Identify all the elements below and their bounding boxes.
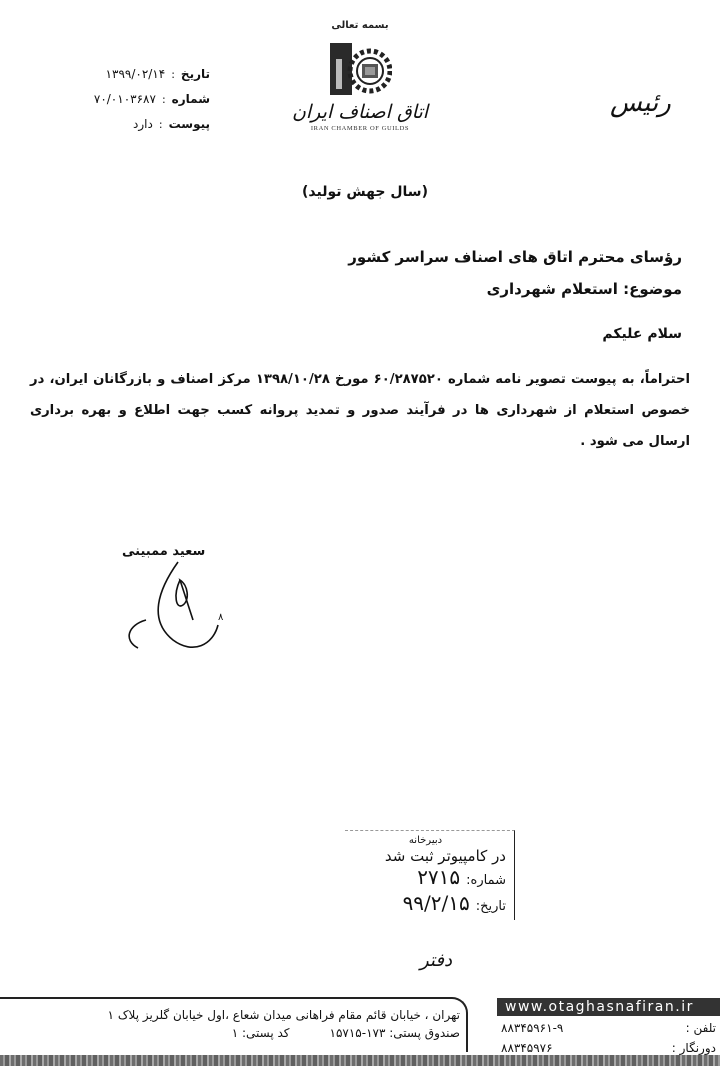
greeting: سلام علیکم bbox=[602, 326, 682, 342]
footer-postal-code: کد پستی: ۱ bbox=[231, 1026, 290, 1040]
footer-address-line: تهران ، خیابان قائم مقام فراهانی میدان شعاع ،اول خیابان گلریز پلاک ۱ bbox=[107, 1008, 460, 1022]
meta-separator: : bbox=[171, 68, 175, 81]
stamp-number-label: شماره: bbox=[466, 873, 506, 888]
meta-separator: : bbox=[158, 118, 163, 131]
handwritten-office-note: دفتر bbox=[420, 950, 452, 971]
meta-date-label: تاریخ bbox=[180, 67, 210, 81]
meta-separator: : bbox=[161, 93, 166, 106]
letter-meta bbox=[30, 62, 210, 137]
scan-noise-band bbox=[0, 1055, 720, 1066]
handwritten-recipient-note: رئیس bbox=[610, 88, 671, 118]
footer-fax-label: دورنگار : bbox=[671, 1041, 716, 1055]
basmala: بسمه تعالی bbox=[331, 20, 389, 31]
gear-emblem-icon bbox=[328, 41, 392, 97]
meta-number-row bbox=[30, 87, 210, 112]
meta-attachment-row bbox=[30, 112, 210, 137]
letterhead-logo bbox=[275, 20, 445, 132]
meta-attachment-value: دارد bbox=[133, 117, 153, 131]
stamp-registered-text: در کامپیوتر ثبت شد bbox=[384, 847, 506, 865]
footer-postal-row bbox=[10, 1024, 460, 1042]
stamp-number-row bbox=[345, 866, 506, 892]
addressee: رؤسای محترم اتاق های اصناف سراسر کشور bbox=[348, 248, 682, 266]
signature-scribble-icon bbox=[118, 560, 238, 660]
footer-address bbox=[10, 1006, 460, 1042]
meta-attachment-label: پیوست bbox=[168, 117, 210, 131]
footer-website: www.otaghasnafiran.ir bbox=[497, 998, 720, 1016]
footer-tel-row bbox=[497, 1018, 720, 1038]
stamp-date-value: ۹۹/۲/۱۵ bbox=[402, 891, 470, 915]
stamp-date-label: تاریخ: bbox=[475, 899, 506, 914]
footer-tel-label: تلفن : bbox=[685, 1021, 716, 1035]
footer-tel-value: ۸۸۳۴۵۹۶۱-۹ bbox=[501, 1021, 564, 1035]
organization-name-en: IRAN CHAMBER OF GUILDS bbox=[310, 125, 410, 132]
footer-fax-value: ۸۸۳۴۵۹۷۶ bbox=[501, 1041, 553, 1055]
stamp-header: دبیرخانه bbox=[408, 835, 443, 846]
subject-line: موضوع: استعلام شهرداری bbox=[486, 280, 682, 298]
year-slogan: (سال جهش تولید) bbox=[302, 184, 428, 200]
registry-stamp bbox=[345, 830, 515, 920]
svg-text:۸: ۸ bbox=[218, 612, 224, 623]
meta-date-value: ۱۳۹۹/۰۲/۱۴ bbox=[105, 67, 166, 81]
meta-date-row bbox=[30, 62, 210, 87]
stamp-number-value: ۲۷۱۵ bbox=[417, 865, 461, 889]
meta-number-label: شماره bbox=[171, 92, 210, 106]
signatory-name: سعید ممبینی bbox=[122, 544, 206, 559]
organization-name-fa: اتاق اصناف ایران bbox=[291, 101, 429, 123]
footer-po-box: صندوق پستی: ۱۷۳-۱۵۷۱۵ bbox=[329, 1026, 460, 1040]
stamp-date-row bbox=[345, 892, 506, 918]
meta-number-value: ۷۰/۰۱۰۳۶۸۷ bbox=[93, 92, 156, 106]
letter-paragraph: احتراماً، به پیوست تصویر نامه شماره ۶۰/۲۸۷۵۲۰ مورخ ۱۳۹۸/۱۰/۲۸ مرکز اصناف و بازرگانان ایران، در خصوص استعلام از شهرداری ها در فرآیند صدور و تمدید پروانه کسب جهت اطلاع و بهره برداری ارسال می شود . bbox=[30, 372, 690, 449]
